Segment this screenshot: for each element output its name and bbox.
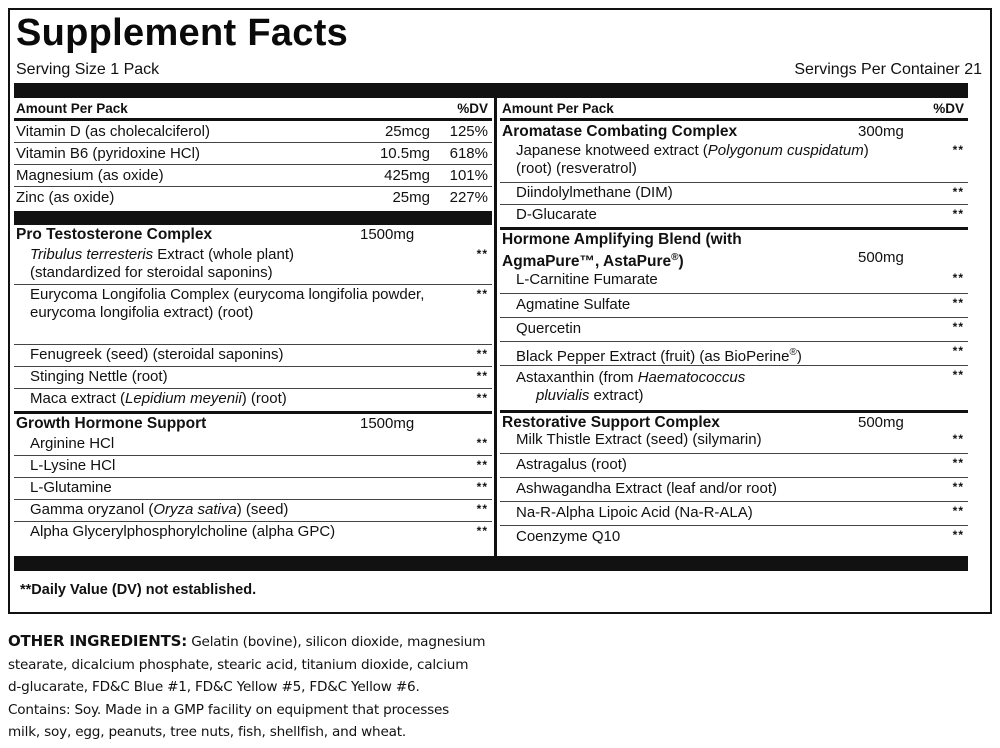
other-ingredients <box>8 630 498 744</box>
ingredient-row <box>14 456 492 478</box>
ingredient-row <box>14 345 492 367</box>
ingredient-row <box>500 366 968 410</box>
ingredient-row <box>500 318 968 342</box>
blend-heading <box>500 227 968 269</box>
blend-heading <box>500 121 968 141</box>
blend-name: Pro Testosterone Complex <box>16 226 213 243</box>
ingredient-row <box>500 183 968 205</box>
ingredient-name: Na-R-Alpha Lipoic Acid (Na-R-ALA) <box>516 504 753 521</box>
ingredient-row <box>500 269 968 294</box>
ingredient-name: Stinging Nettle (root) <box>30 368 168 385</box>
blend-amount: 500mg <box>858 249 904 266</box>
nutrient-name: Vitamin B6 (pyridoxine HCl) <box>16 145 200 162</box>
ingredient-name: Coenzyme Q10 <box>516 528 621 545</box>
dv-label: %DV <box>457 101 488 116</box>
ingredient-row <box>500 502 968 526</box>
nutrient-row <box>14 121 492 143</box>
star-mark: ** <box>952 480 964 494</box>
ingredient-name: Black Pepper Extract (fruit) (as BioPerine®) <box>516 347 802 365</box>
ingredient-name: Gamma oryzanol (Oryza sativa) (seed) <box>30 501 289 518</box>
dv-label: %DV <box>933 101 964 116</box>
star-mark: ** <box>476 369 488 383</box>
nutrient-amount: 25mcg <box>384 123 430 140</box>
ingredient-name: Eurycoma Longifolia Complex (eurycoma longifolia powder, eurycoma longifolia extract) (root) <box>30 286 425 321</box>
ingredient-name: Diindolylmethane (DIM) <box>516 184 673 201</box>
blend-name: Growth Hormone Support <box>16 415 207 432</box>
star-mark: ** <box>952 528 964 542</box>
column-header <box>14 98 492 121</box>
blend-heading <box>14 225 492 245</box>
ingredient-name: D-Glucarate <box>516 206 597 223</box>
ingredient-name: Astragalus (root) <box>516 456 627 473</box>
star-mark: ** <box>952 296 964 310</box>
star-mark: ** <box>476 287 488 301</box>
star-mark: ** <box>952 432 964 446</box>
nutrient-row <box>14 165 492 187</box>
star-mark: ** <box>952 344 964 358</box>
ingredient-name: Alpha Glycerylphosphorylcholine (alpha GPC) <box>30 523 336 540</box>
star-mark: ** <box>952 504 964 518</box>
ingredient-name: Agmatine Sulfate <box>516 296 631 313</box>
section-thick-rule <box>14 211 492 225</box>
ingredient-row <box>14 245 492 285</box>
ingredient-name: Arginine HCl <box>30 435 115 452</box>
other-ingredients-heading: OTHER INGREDIENTS: <box>8 632 188 650</box>
ingredient-row <box>500 430 968 454</box>
nutrient-amount: 25mg <box>392 189 430 206</box>
column-divider <box>494 98 497 556</box>
nutrient-dv: 101% <box>449 167 488 184</box>
ingredient-name: L-Carnitine Fumarate <box>516 271 658 288</box>
allergen-statement: Contains: Soy. Made in a GMP facility on equipment that processes <box>8 701 450 718</box>
star-mark: ** <box>952 368 964 382</box>
nutrient-name: Zinc (as oxide) <box>16 189 115 206</box>
ingredient-row <box>500 526 968 550</box>
star-mark: ** <box>476 480 488 494</box>
nutrient-dv: 125% <box>449 123 488 140</box>
star-mark: ** <box>952 143 964 157</box>
ingredient-row <box>14 500 492 522</box>
ingredient-name: L-Glutamine <box>30 479 112 496</box>
ingredient-row <box>500 294 968 318</box>
star-mark: ** <box>952 207 964 221</box>
ingredient-row <box>14 522 492 544</box>
nutrient-name: Vitamin D (as cholecalciferol) <box>16 123 210 140</box>
ingredient-row <box>14 389 492 411</box>
other-ingredients-text: stearate, dicalcium phosphate, stearic acid, titanium dioxide, calcium <box>8 656 469 673</box>
ingredient-row <box>500 454 968 478</box>
blend-name: Hormone Amplifying Blend (with AgmaPure™, AstaPure®) <box>502 231 742 271</box>
star-mark: ** <box>476 391 488 405</box>
blend-amount: 300mg <box>858 123 904 140</box>
blend-name: Aromatase Combating Complex <box>502 123 738 140</box>
blend-amount: 1500mg <box>360 226 415 243</box>
ingredient-row <box>14 478 492 500</box>
ingredient-name: Fenugreek (seed) (steroidal saponins) <box>30 346 284 363</box>
ingredient-row <box>500 205 968 227</box>
star-mark: ** <box>476 347 488 361</box>
nutrient-row <box>14 187 492 211</box>
nutrient-amount: 10.5mg <box>379 145 430 162</box>
nutrient-amount: 425mg <box>384 167 430 184</box>
nutrient-name: Magnesium (as oxide) <box>16 167 164 184</box>
ingredient-row <box>500 478 968 502</box>
ingredient-row <box>14 367 492 389</box>
star-mark: ** <box>952 320 964 334</box>
allergen-statement: milk, soy, egg, peanuts, tree nuts, fish, shellfish, and wheat. <box>8 724 407 740</box>
panel-title: Supplement Facts <box>16 12 349 54</box>
nutrient-dv: 227% <box>449 189 488 206</box>
right-column <box>500 98 968 550</box>
star-mark: ** <box>476 458 488 472</box>
star-mark: ** <box>476 436 488 450</box>
ingredient-row <box>14 434 492 456</box>
other-ingredients-text: d-glucarate, FD&C Blue #1, FD&C Yellow #5, FD&C Yellow #6. <box>8 679 420 695</box>
blend-heading <box>500 410 968 430</box>
ingredient-name: L-Lysine HCl <box>30 457 116 474</box>
ingredient-name: Astaxanthin (from Haematococcus pluvialis extract) <box>516 369 746 404</box>
serving-size: Serving Size 1 Pack <box>16 61 160 78</box>
dv-footnote: **Daily Value (DV) not established. <box>20 582 257 598</box>
amount-per-pack-label: Amount Per Pack <box>16 101 128 116</box>
star-mark: ** <box>476 502 488 516</box>
ingredient-row <box>500 342 968 366</box>
star-mark: ** <box>952 271 964 285</box>
amount-per-pack-label: Amount Per Pack <box>502 101 614 116</box>
ingredient-name: Japanese knotweed extract (Polygonum cuspidatum) (root) (resveratrol) <box>516 142 869 177</box>
left-column <box>14 98 492 544</box>
nutrient-dv: 618% <box>449 145 488 162</box>
column-header <box>500 98 968 121</box>
servings-per-container: Servings Per Container 21 <box>794 61 982 78</box>
ingredient-row <box>14 285 492 345</box>
star-mark: ** <box>476 247 488 261</box>
ingredient-name: Tribulus terresteris Extract (whole plant) (standardized for steroidal saponins) <box>30 246 294 281</box>
star-mark: ** <box>952 456 964 470</box>
ingredient-name: Maca extract (Lepidium meyenii) (root) <box>30 390 287 407</box>
ingredient-row <box>500 141 968 183</box>
top-thick-rule <box>14 83 968 98</box>
blend-name: Restorative Support Complex <box>502 414 720 431</box>
blend-amount: 500mg <box>858 414 904 431</box>
star-mark: ** <box>952 185 964 199</box>
ingredient-name: Milk Thistle Extract (seed) (silymarin) <box>516 431 762 448</box>
blend-heading <box>14 411 492 434</box>
ingredient-name: Quercetin <box>516 320 582 337</box>
other-ingredients-text: Gelatin (bovine), silicon dioxide, magnesium <box>187 634 486 650</box>
bottom-thick-rule <box>14 556 968 571</box>
star-mark: ** <box>476 524 488 538</box>
nutrient-row <box>14 143 492 165</box>
ingredient-name: Ashwagandha Extract (leaf and/or root) <box>516 480 777 497</box>
blend-amount: 1500mg <box>360 415 415 432</box>
